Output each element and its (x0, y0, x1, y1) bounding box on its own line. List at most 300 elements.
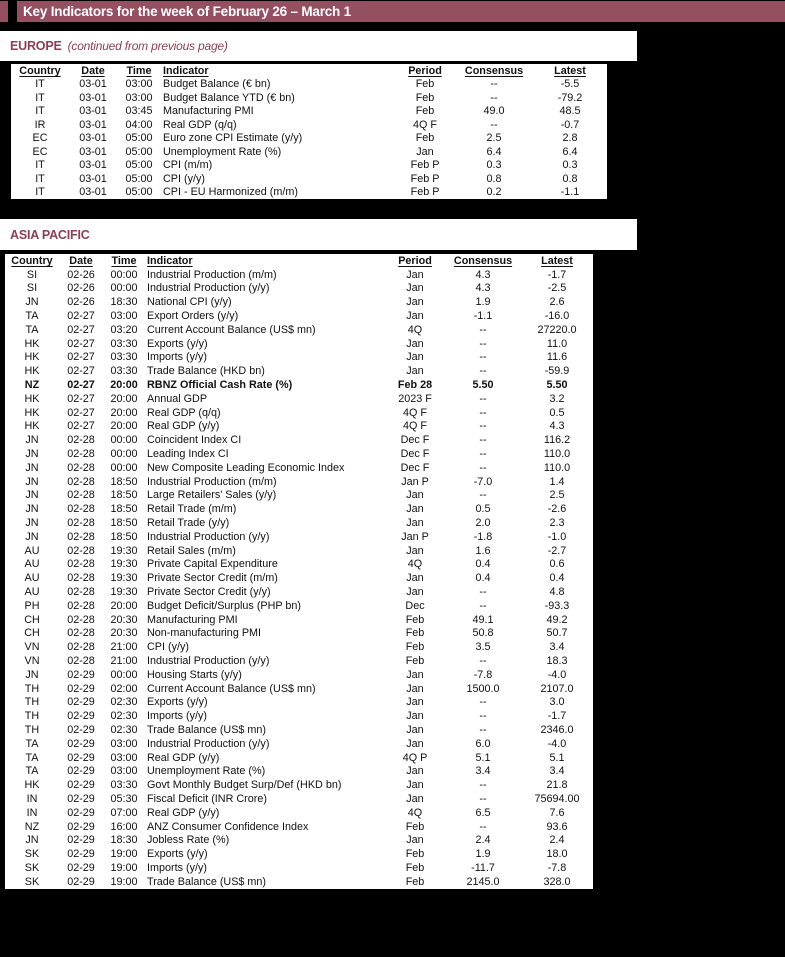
table-row (11, 91, 607, 105)
cell-indicator: Fiscal Deficit (INR Crore) (147, 792, 267, 805)
cell-country: JN (25, 489, 39, 502)
cell-indicator: ANZ Consumer Confidence Index (147, 820, 309, 833)
cell-period: Feb P (410, 186, 440, 199)
table-row (5, 378, 593, 392)
cell-consensus: 3.4 (475, 765, 491, 778)
cell-time: 03:00 (110, 765, 138, 778)
cell-date: 02-28 (67, 613, 95, 626)
cell-latest: 50.7 (546, 627, 568, 640)
cell-time: 05:00 (125, 145, 153, 158)
cell-country: VN (24, 655, 40, 667)
table-row (5, 364, 593, 378)
cell-latest: 328.0 (543, 875, 571, 888)
cell-latest: 2107.0 (540, 682, 574, 695)
table-row (11, 118, 607, 132)
cell-latest: 3.4 (549, 641, 565, 654)
cell-period: Jan (406, 310, 424, 323)
cell-time: 18:50 (110, 489, 138, 502)
cell-consensus: 0.3 (486, 159, 502, 172)
cell-period: Feb (405, 875, 425, 888)
column-header-time: Time (111, 254, 137, 267)
column-header-time: Time (126, 64, 152, 77)
cell-period: Feb 28 (397, 379, 433, 392)
cell-country: JN (25, 475, 39, 488)
table-row (5, 571, 593, 585)
cell-time: 18:50 (110, 517, 138, 530)
cell-time: 03:00 (125, 91, 153, 104)
table-row (5, 764, 593, 778)
table-row (5, 640, 593, 654)
cell-country: CH (24, 627, 40, 640)
cell-period: Feb (405, 641, 425, 654)
cell-consensus: -- (479, 792, 487, 805)
cell-consensus: 2.0 (475, 517, 491, 530)
cell-period: Jan (406, 586, 424, 599)
cell-latest: 2.6 (549, 296, 565, 309)
cell-country: HK (24, 392, 40, 405)
cell-latest: 75694.00 (534, 792, 580, 805)
cell-time: 19:00 (110, 861, 138, 874)
cell-period: 4Q F (413, 118, 437, 131)
cell-time: 05:00 (125, 159, 153, 172)
column-header-consensus: Consensus (453, 254, 513, 267)
column-header-latest: Latest (554, 64, 586, 77)
cell-date: 02-29 (67, 834, 95, 847)
cell-date: 03-01 (79, 132, 107, 145)
cell-latest: -93.3 (544, 599, 570, 612)
cell-date: 02-28 (67, 641, 95, 654)
cell-latest: 5.1 (549, 751, 565, 764)
table-row (5, 847, 593, 861)
cell-period: Jan (406, 765, 424, 778)
table-row (5, 406, 593, 420)
cell-time: 20:00 (110, 406, 138, 419)
europe-section-label: EUROPE (10, 39, 62, 53)
cell-country: JN (25, 503, 39, 516)
cell-latest: 3.2 (549, 392, 565, 405)
europe-table-container (9, 62, 609, 201)
cell-date: 02-27 (67, 310, 95, 323)
cell-time: 19:30 (110, 586, 138, 599)
cell-consensus: 0.8 (486, 172, 502, 185)
cell-consensus: -- (479, 434, 487, 447)
cell-time: 20:00 (110, 599, 138, 612)
cell-date: 03-01 (79, 105, 107, 118)
table-row (5, 820, 593, 834)
cell-latest: -16.0 (544, 310, 570, 323)
cell-indicator: Industrial Production (y/y) (147, 655, 270, 667)
cell-consensus: -- (479, 420, 487, 433)
cell-time: 20:00 (110, 379, 138, 392)
cell-time: 19:30 (110, 572, 138, 585)
table-row (5, 337, 593, 351)
cell-indicator: CPI (y/y) (147, 641, 189, 654)
cell-consensus: -- (490, 78, 498, 91)
cell-date: 02-27 (67, 392, 95, 405)
cell-country: HK (24, 406, 40, 419)
cell-period: 2023 F (398, 392, 432, 405)
table-row (5, 833, 593, 847)
table-row (11, 159, 607, 173)
table-row (11, 186, 607, 200)
cell-country: JN (25, 530, 39, 543)
cell-latest: 48.5 (559, 105, 581, 118)
cell-period: Jan (406, 696, 424, 709)
table-row (5, 792, 593, 806)
cell-period: Feb P (410, 172, 440, 185)
cell-period: 4Q (407, 558, 423, 571)
cell-date: 03-01 (79, 172, 107, 185)
cell-date: 02-27 (67, 365, 95, 378)
cell-indicator: Real GDP (y/y) (147, 751, 220, 764)
cell-consensus: 4.3 (475, 282, 491, 295)
cell-latest: 1.4 (549, 475, 565, 488)
cell-latest: 2.8 (562, 132, 578, 145)
cell-latest: 3.0 (549, 696, 565, 709)
cell-date: 02-29 (67, 848, 95, 861)
cell-consensus: -- (479, 696, 487, 709)
cell-indicator: CPI - EU Harmonized (m/m) (163, 186, 298, 199)
table-row (11, 78, 607, 92)
cell-consensus: 2.5 (486, 132, 502, 145)
cell-period: Feb (415, 91, 435, 104)
cell-consensus: 6.5 (475, 806, 491, 819)
cell-time: 18:30 (110, 296, 138, 309)
table-row (5, 668, 593, 682)
table-row (5, 613, 593, 627)
cell-period: Feb (415, 132, 435, 145)
column-header-date: Date (69, 254, 93, 267)
cell-latest: 5.50 (546, 379, 568, 392)
table-row (5, 351, 593, 365)
cell-date: 02-28 (67, 586, 95, 599)
cell-date: 02-28 (67, 572, 95, 585)
cell-indicator: Manufacturing PMI (147, 613, 238, 626)
cell-country: TH (24, 682, 40, 695)
cell-latest: 2.3 (549, 517, 565, 530)
cell-consensus: -- (479, 779, 487, 792)
column-header-consensus: Consensus (464, 64, 524, 77)
cell-period: Feb (415, 78, 435, 91)
cell-country: SI (26, 268, 38, 281)
asia-pacific-indicators-table (5, 254, 593, 889)
cell-indicator: Jobless Rate (%) (147, 834, 230, 847)
table-row (5, 323, 593, 337)
cell-indicator: Real GDP (y/y) (147, 806, 220, 819)
cell-indicator: Industrial Production (y/y) (147, 282, 270, 295)
cell-consensus: -- (479, 323, 487, 336)
cell-period: Feb (405, 848, 425, 861)
asia-pacific-table-container (3, 252, 595, 891)
cell-latest: 4.3 (549, 420, 565, 433)
cell-date: 02-29 (67, 668, 95, 681)
cell-date: 02-28 (67, 434, 95, 447)
page-title: Key Indicators for the week of February 26 – March 1 (23, 4, 351, 19)
cell-indicator: Large Retailers' Sales (y/y) (147, 489, 277, 502)
cell-period: Jan (406, 503, 424, 516)
cell-consensus: -7.0 (473, 475, 493, 488)
titlebar-left-notch (8, 1, 17, 22)
table-row (5, 627, 593, 641)
cell-latest: -7.8 (547, 861, 567, 874)
cell-latest: -1.1 (560, 186, 580, 199)
cell-period: Jan (406, 296, 424, 309)
cell-period: Jan (406, 682, 424, 695)
cell-time: 03:00 (110, 310, 138, 323)
cell-latest: -1.7 (547, 268, 567, 281)
cell-consensus: 49.0 (483, 105, 505, 118)
cell-consensus: -11.7 (471, 861, 495, 874)
cell-latest: -0.7 (560, 118, 580, 131)
cell-time: 18:30 (110, 834, 138, 847)
cell-latest: 7.6 (549, 806, 565, 819)
cell-indicator: Real GDP (q/q) (163, 118, 237, 131)
cell-time: 03:30 (110, 351, 138, 364)
cell-indicator: Current Account Balance (US$ mn) (147, 682, 316, 695)
cell-indicator: Private Sector Credit (m/m) (147, 572, 278, 585)
cell-latest: 4.8 (549, 586, 565, 599)
cell-country: IT (35, 78, 45, 91)
cell-latest: 18.3 (546, 655, 568, 667)
cell-date: 03-01 (79, 91, 107, 104)
cell-period: Feb (405, 627, 425, 640)
cell-country: TA (25, 737, 39, 750)
table-row (11, 172, 607, 186)
cell-time: 21:00 (110, 655, 138, 667)
cell-time: 03:45 (125, 105, 153, 118)
table-header-row (5, 254, 593, 268)
cell-country: TA (25, 323, 39, 336)
cell-time: 18:50 (110, 530, 138, 543)
cell-time: 02:00 (110, 682, 138, 695)
cell-indicator: Housing Starts (y/y) (147, 668, 242, 681)
table-row (5, 516, 593, 530)
cell-period: Dec F (400, 448, 430, 461)
cell-consensus: -- (479, 337, 487, 350)
cell-country: SI (26, 282, 38, 295)
cell-consensus: -- (479, 392, 487, 405)
cell-indicator: CPI (m/m) (163, 159, 213, 172)
column-header-indicator: Indicator (147, 254, 193, 267)
table-row (5, 475, 593, 489)
cell-country: TH (24, 710, 40, 723)
cell-country: TA (25, 765, 39, 778)
cell-country: JN (25, 434, 39, 447)
cell-latest: 116.2 (543, 434, 571, 447)
cell-indicator: Trade Balance (HKD bn) (147, 365, 265, 378)
table-row (5, 295, 593, 309)
cell-indicator: Real GDP (q/q) (147, 406, 221, 419)
cell-date: 02-27 (67, 420, 95, 433)
table-row (11, 105, 607, 119)
cell-period: Jan (406, 351, 424, 364)
cell-period: Jan (406, 489, 424, 502)
cell-latest: 93.6 (546, 820, 568, 833)
cell-consensus: 50.8 (472, 627, 494, 640)
europe-section-note: (continued from previous page) (67, 39, 228, 53)
cell-country: SK (24, 848, 40, 861)
cell-indicator: Imports (y/y) (147, 351, 207, 364)
cell-period: Dec (405, 599, 425, 612)
table-row (5, 502, 593, 516)
cell-time: 18:50 (110, 475, 138, 488)
cell-country: AU (24, 586, 40, 599)
cell-time: 21:00 (110, 641, 138, 654)
cell-date: 02-29 (67, 765, 95, 778)
cell-indicator: Coincident Index CI (147, 434, 242, 447)
cell-consensus: -- (490, 91, 498, 104)
cell-date: 02-27 (67, 323, 95, 336)
cell-latest: 0.6 (549, 558, 565, 571)
cell-latest: 6.4 (562, 145, 578, 158)
cell-consensus: -- (479, 710, 487, 723)
table-row (5, 544, 593, 558)
table-row (5, 806, 593, 820)
column-header-date: Date (81, 64, 105, 77)
cell-consensus: -- (479, 448, 487, 461)
cell-period: 4Q P (402, 751, 428, 764)
cell-latest: 0.3 (562, 159, 578, 172)
cell-consensus: 6.4 (486, 145, 502, 158)
cell-period: Jan (406, 834, 424, 847)
cell-latest: 49.2 (546, 613, 568, 626)
cell-country: AU (24, 558, 40, 571)
cell-indicator: Retail Sales (m/m) (147, 544, 236, 557)
cell-date: 03-01 (79, 145, 107, 158)
cell-indicator: Private Capital Expenditure (147, 558, 278, 571)
cell-country: NZ (24, 379, 40, 392)
table-row (5, 268, 593, 282)
cell-time: 20:30 (110, 613, 138, 626)
titlebar (0, 1, 785, 22)
section-header-europe (0, 31, 637, 61)
cell-date: 02-28 (67, 461, 95, 474)
cell-indicator: Private Sector Credit (y/y) (147, 586, 271, 599)
cell-indicator: Exports (y/y) (147, 337, 208, 350)
table-row (5, 709, 593, 723)
cell-date: 02-28 (67, 544, 95, 557)
cell-time: 19:30 (110, 544, 138, 557)
cell-latest: 110.0 (543, 448, 571, 461)
cell-country: HK (24, 779, 40, 792)
cell-country: JN (25, 517, 39, 530)
cell-latest: 0.4 (549, 572, 565, 585)
cell-indicator: Euro zone CPI Estimate (y/y) (163, 132, 303, 145)
table-row (5, 558, 593, 572)
cell-date: 02-27 (67, 351, 95, 364)
cell-period: Feb (405, 820, 425, 833)
cell-country: TH (24, 723, 40, 736)
cell-time: 07:00 (110, 806, 138, 819)
cell-date: 02-28 (67, 503, 95, 516)
cell-consensus: -- (479, 723, 487, 736)
cell-indicator: Imports (y/y) (147, 861, 207, 874)
cell-consensus: -- (479, 820, 487, 833)
table-row (5, 447, 593, 461)
cell-period: Jan (406, 737, 424, 750)
cell-date: 02-29 (67, 875, 95, 888)
table-row (5, 875, 593, 889)
cell-indicator: National CPI (y/y) (147, 296, 232, 309)
column-header-latest: Latest (541, 254, 573, 267)
column-header-country: Country (11, 254, 53, 267)
cell-date: 03-01 (79, 159, 107, 172)
cell-latest: 2346.0 (540, 723, 574, 736)
cell-latest: -59.9 (544, 365, 570, 378)
cell-date: 02-26 (67, 268, 95, 281)
cell-date: 02-29 (67, 861, 95, 874)
cell-country: IT (35, 172, 45, 185)
table-row (5, 420, 593, 434)
cell-country: EC (32, 145, 48, 158)
cell-consensus: 6.0 (475, 737, 491, 750)
cell-country: HK (24, 420, 40, 433)
cell-period: Jan (406, 792, 424, 805)
cell-latest: 3.4 (549, 765, 565, 778)
table-header-row (11, 64, 607, 78)
cell-country: AU (24, 544, 40, 557)
cell-country: SK (24, 861, 40, 874)
cell-time: 19:00 (110, 875, 138, 888)
cell-period: 4Q F (403, 406, 427, 419)
cell-consensus: 0.4 (475, 558, 491, 571)
cell-indicator: Trade Balance (US$ mn) (147, 875, 267, 888)
cell-period: Jan P (401, 475, 429, 488)
cell-country: HK (24, 365, 40, 378)
cell-time: 02:30 (110, 696, 138, 709)
cell-date: 03-01 (79, 78, 107, 91)
cell-time: 03:00 (125, 78, 153, 91)
cell-date: 02-29 (67, 751, 95, 764)
cell-date: 02-29 (67, 779, 95, 792)
cell-country: IT (35, 105, 45, 118)
cell-latest: 11.6 (546, 351, 568, 364)
cell-consensus: -- (490, 118, 498, 131)
cell-indicator: Industrial Production (y/y) (147, 737, 270, 750)
europe-indicators-table (11, 64, 607, 199)
cell-date: 02-28 (67, 530, 95, 543)
cell-period: Jan P (401, 530, 429, 543)
cell-period: 4Q (407, 806, 423, 819)
cell-indicator: Unemployment Rate (%) (147, 765, 266, 778)
cell-country: HK (24, 351, 40, 364)
cell-time: 05:30 (110, 792, 138, 805)
cell-date: 03-01 (79, 118, 107, 131)
cell-consensus: 49.1 (472, 613, 494, 626)
cell-time: 05:00 (125, 186, 153, 199)
table-row (5, 682, 593, 696)
cell-consensus: 5.1 (475, 751, 491, 764)
cell-country: VN (24, 641, 40, 654)
table-row (5, 461, 593, 475)
cell-consensus: -1.8 (473, 530, 493, 543)
cell-country: JN (25, 668, 39, 681)
cell-latest: 27220.0 (537, 323, 577, 336)
cell-consensus: -- (479, 599, 487, 612)
cell-date: 02-27 (67, 406, 95, 419)
cell-consensus: -- (479, 655, 487, 667)
cell-time: 03:30 (110, 365, 138, 378)
cell-latest: 11.0 (546, 337, 568, 350)
cell-indicator: Industrial Production (y/y) (147, 530, 270, 543)
cell-country: JN (25, 834, 39, 847)
cell-time: 04:00 (125, 118, 153, 131)
cell-country: IT (35, 186, 45, 199)
cell-date: 02-27 (67, 337, 95, 350)
cell-period: Jan (406, 710, 424, 723)
column-header-period: Period (398, 254, 432, 267)
cell-consensus: 2.4 (475, 834, 491, 847)
